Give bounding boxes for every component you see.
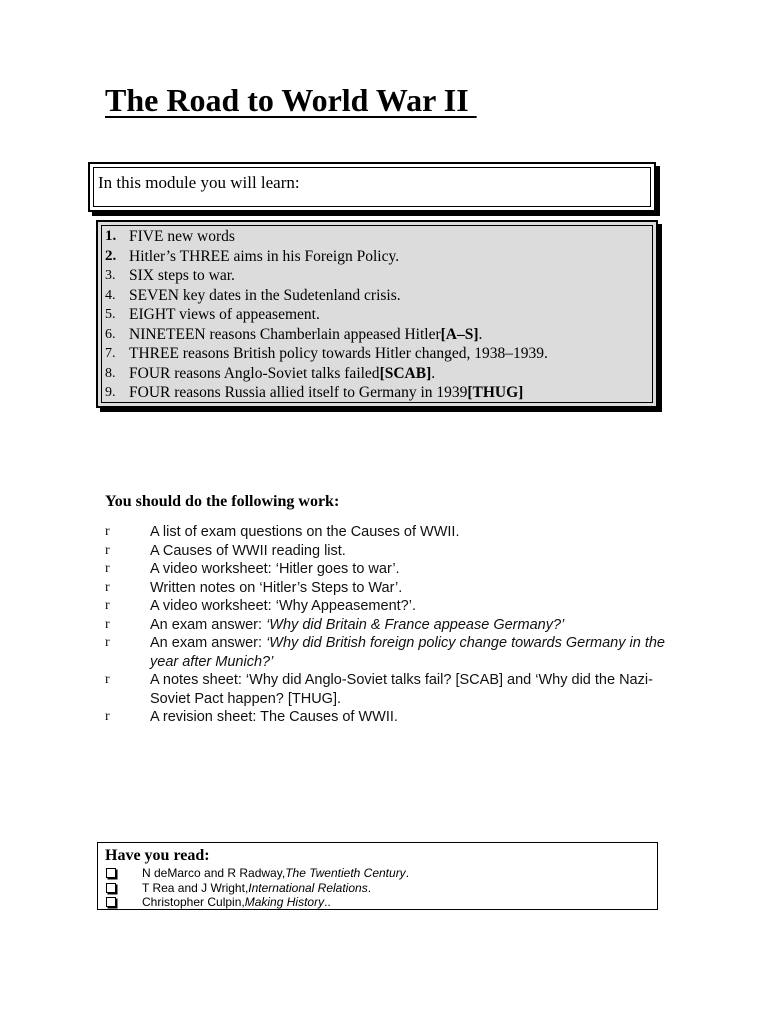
learning-objectives-box — [96, 220, 658, 408]
learning-objective — [105, 344, 650, 364]
objective-tail: . — [431, 364, 436, 382]
work-item — [105, 523, 665, 542]
objective-number: 6. — [105, 326, 116, 342]
work-item-marker: r — [105, 616, 110, 632]
work-item — [105, 671, 665, 708]
reading-item: Christopher Culpin, Making History .. — [105, 895, 409, 910]
work-item-marker: r — [105, 542, 110, 558]
learning-objectives-list — [105, 227, 650, 403]
learning-objective — [105, 247, 650, 267]
objective-text: FOUR reasons Anglo-Soviet talks failed — [129, 364, 380, 382]
learning-objective — [105, 325, 650, 345]
checkbox-icon[interactable] — [106, 883, 116, 893]
work-item-marker: r — [105, 672, 110, 687]
exam-question: ‘Why did Britain & France appease Germany?’ — [266, 616, 565, 633]
work-item-text: A revision sheet: The Causes of WWII. — [150, 709, 398, 725]
learning-objective — [105, 305, 650, 325]
work-item-text: A video worksheet: ‘Why Appeasement?’. — [150, 598, 416, 614]
work-item — [105, 616, 665, 635]
work-item — [105, 542, 665, 561]
objective-number: 2. — [105, 247, 117, 264]
objective-number: 4. — [105, 287, 116, 303]
objective-text: NINETEEN reasons Chamberlain appeased Hitler — [129, 325, 441, 343]
reading-list — [105, 866, 409, 910]
objective-text: FOUR reasons Russia allied itself to Germany in 1939 — [129, 384, 468, 401]
work-item-marker: r — [105, 579, 110, 595]
work-item-marker: r — [105, 524, 110, 539]
module-intro-box — [88, 162, 656, 212]
objective-tail: . — [478, 325, 483, 343]
learning-objective — [105, 266, 650, 286]
work-item-marker: r — [105, 709, 110, 724]
objective-text: EIGHT views of appeasement. — [129, 306, 320, 323]
reading-item: N deMarco and R Radway, The Twentieth Century . — [105, 866, 409, 881]
work-item-text: A notes sheet: ‘Why did Anglo-Soviet talks fail? [SCAB] and ‘Why did the Nazi-Soviet Pact happen? [THUG]. — [150, 672, 653, 707]
work-item — [105, 708, 665, 727]
objective-text: SEVEN key dates in the Sudetenland crisis. — [129, 286, 401, 304]
page-title: The Road to World War II — [105, 82, 477, 118]
checkbox-icon[interactable] — [106, 868, 116, 878]
exam-question: ‘Why did British foreign policy change towards Germany in the year after Munich?’ — [150, 635, 665, 670]
book-title: International Relations — [248, 880, 368, 895]
objective-tag: [SCAB] — [379, 364, 432, 382]
work-heading: You should do the following work: — [105, 493, 340, 510]
objective-text: Hitler’s THREE aims in his Foreign Policy. — [129, 247, 400, 265]
work-item-marker: r — [105, 635, 110, 650]
objective-tag: [A–S] — [440, 325, 479, 343]
book-title: The Twentieth Century — [285, 866, 406, 881]
learning-objective — [105, 383, 650, 403]
reading-heading: Have you read: — [105, 847, 210, 864]
work-item-text: Written notes on ‘Hitler’s Steps to War’. — [150, 579, 403, 596]
learning-objective — [105, 286, 650, 306]
checkbox-icon[interactable] — [106, 897, 116, 907]
work-item — [105, 560, 665, 579]
reading-list-box — [97, 842, 658, 910]
work-item-marker: r — [105, 561, 110, 576]
objective-number: 7. — [105, 346, 116, 361]
objective-number: 5. — [105, 307, 116, 322]
learning-objective — [105, 364, 650, 384]
work-item-text: A list of exam questions on the Causes of WWII. — [150, 524, 460, 540]
work-item-text: A Causes of WWII reading list. — [150, 542, 346, 559]
work-list — [105, 523, 665, 727]
work-item-marker: r — [105, 598, 110, 613]
objective-text: SIX steps to war. — [129, 267, 235, 284]
work-item-text: A video worksheet: ‘Hitler goes to war’. — [150, 561, 400, 577]
work-item — [105, 634, 665, 671]
objective-text: THREE reasons British policy towards Hitler changed, 1938–1939. — [129, 345, 548, 362]
work-item — [105, 597, 665, 616]
work-item-text: An exam answer: ‘Why did British foreign policy change towards Germany in the year after Munich?’ — [150, 635, 665, 670]
objective-number: 8. — [105, 365, 116, 381]
module-intro-text: In this module you will learn: — [98, 173, 300, 192]
reading-item: T Rea and J Wright, International Relations . — [105, 881, 409, 896]
objective-tag: [THUG] — [467, 384, 524, 401]
learning-objective — [105, 227, 650, 247]
objective-text: FIVE new words — [129, 228, 235, 245]
objective-number: 1. — [105, 228, 117, 244]
objective-number: 3. — [105, 268, 116, 283]
work-item — [105, 579, 665, 598]
objective-number: 9. — [105, 385, 116, 400]
book-title: Making History — [244, 895, 325, 910]
work-item-text: An exam answer: ‘Why did Britain & France appease Germany?’ — [150, 616, 565, 633]
